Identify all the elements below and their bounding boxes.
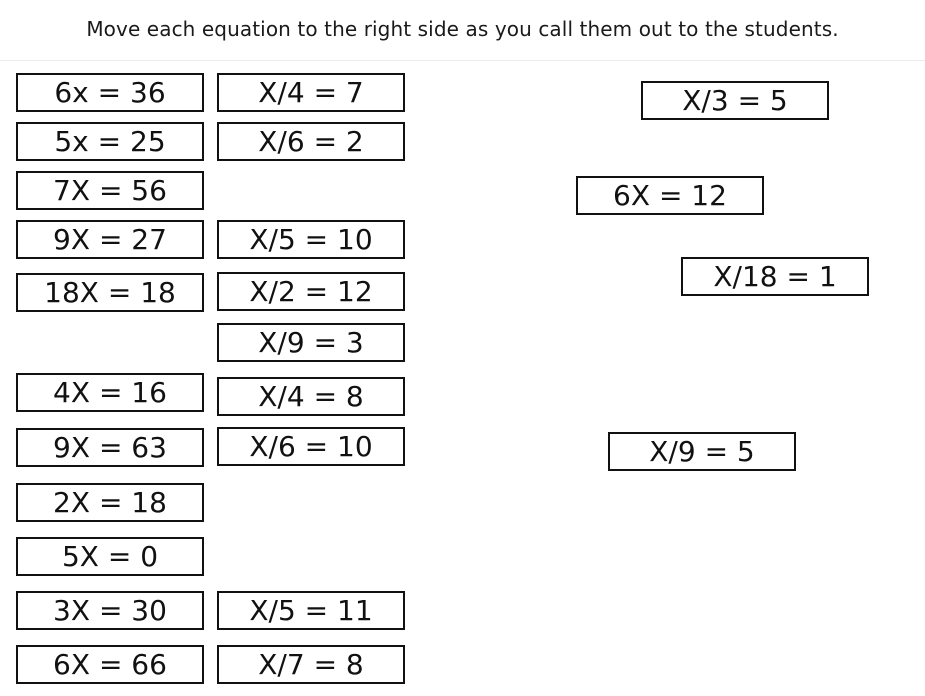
equation-card[interactable]: 5X = 0 xyxy=(16,537,204,576)
equation-card[interactable]: 18X = 18 xyxy=(16,273,204,312)
equation-card[interactable]: X/6 = 2 xyxy=(217,122,405,161)
equation-card[interactable]: X/5 = 11 xyxy=(217,591,405,630)
equation-card[interactable]: X/2 = 12 xyxy=(217,272,405,311)
equation-card[interactable]: X/5 = 10 xyxy=(217,220,405,259)
equation-card[interactable]: 4X = 16 xyxy=(16,373,204,412)
equation-card[interactable]: X/7 = 8 xyxy=(217,645,405,684)
equation-card[interactable]: 6X = 66 xyxy=(16,645,204,684)
moved-equation-card[interactable]: X/3 = 5 xyxy=(641,81,829,120)
equation-card[interactable]: X/6 = 10 xyxy=(217,427,405,466)
moved-equation-card[interactable]: X/9 = 5 xyxy=(608,432,796,471)
equation-card[interactable]: 9X = 63 xyxy=(16,428,204,467)
equation-card[interactable]: 6x = 36 xyxy=(16,73,204,112)
equation-card[interactable]: 9X = 27 xyxy=(16,220,204,259)
equation-card[interactable]: 5x = 25 xyxy=(16,122,204,161)
moved-equation-card[interactable]: 6X = 12 xyxy=(576,176,764,215)
equation-card[interactable]: X/9 = 3 xyxy=(217,323,405,362)
equation-card[interactable]: 3X = 30 xyxy=(16,591,204,630)
equation-card[interactable]: X/4 = 7 xyxy=(217,73,405,112)
equation-card[interactable]: 2X = 18 xyxy=(16,483,204,522)
header-divider xyxy=(0,60,925,61)
instructions-text: Move each equation to the right side as you call them out to the students. xyxy=(86,17,839,41)
moved-equation-card[interactable]: X/18 = 1 xyxy=(681,257,869,296)
equation-card[interactable]: 7X = 56 xyxy=(16,171,204,210)
equation-card[interactable]: X/4 = 8 xyxy=(217,377,405,416)
